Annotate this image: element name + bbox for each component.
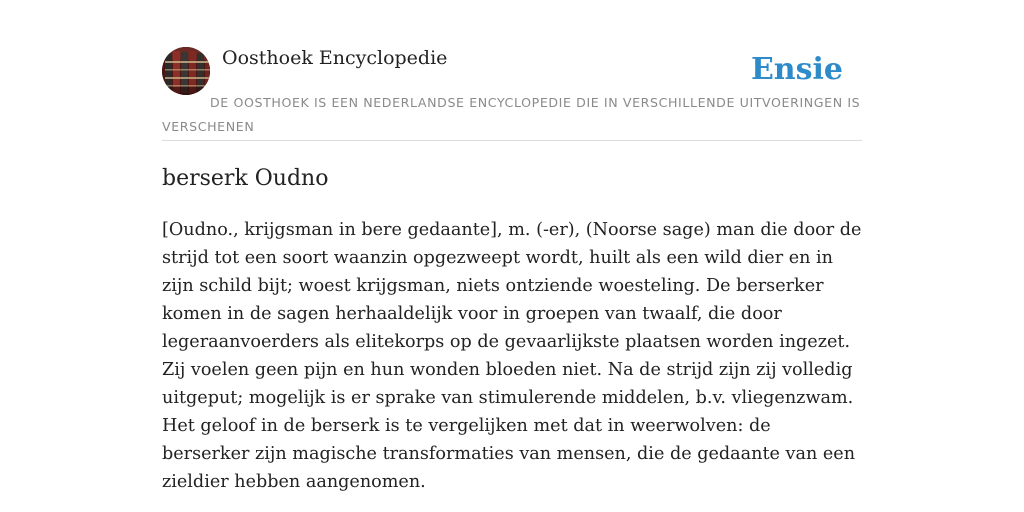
entry-body: [Oudno., krijgsman in bere gedaante], m. (-er), (Noorse sage) man die door de strijd tot een soort waanzin opgezweept wordt, huilt als een wild dier en in zijn schild bijt; woest krijgsman, niets ontziende woesteling. De berserker komen in de sagen herhaaldelijk voor in groepen van twaalf, die door legeraanvoerders als elitekorps op de gevaarlijkste plaatsen worden ingezet. Zij voelen geen pijn en hun wonden bloeden niet. Na de strijd zijn zij volledig uitgeput; mogelijk is er sprake van stimulerende middelen, b.v. vliegenzwam. Het geloof in de berserk is te vergelijken met dat in weerwolven: de berserker zijn magische transformaties van mensen, die de gedaante van een zieldier hebben aangenomen. — [162, 220, 862, 492]
avatar[interactable] — [162, 47, 210, 95]
site-header — [162, 46, 862, 141]
book-spines-icon — [162, 47, 210, 95]
entry-title: berserk Oudno — [162, 166, 329, 191]
site-tagline: DE OOSTHOEK IS EEN NEDERLANDSE ENCYCLOPEDIE DIE IN VERSCHILLENDE UITVOERINGEN IS VERSCHENEN — [162, 95, 861, 134]
brand-logo[interactable]: Ensie — [750, 52, 843, 87]
site-title[interactable]: Oosthoek Encyclopedie — [222, 47, 448, 69]
